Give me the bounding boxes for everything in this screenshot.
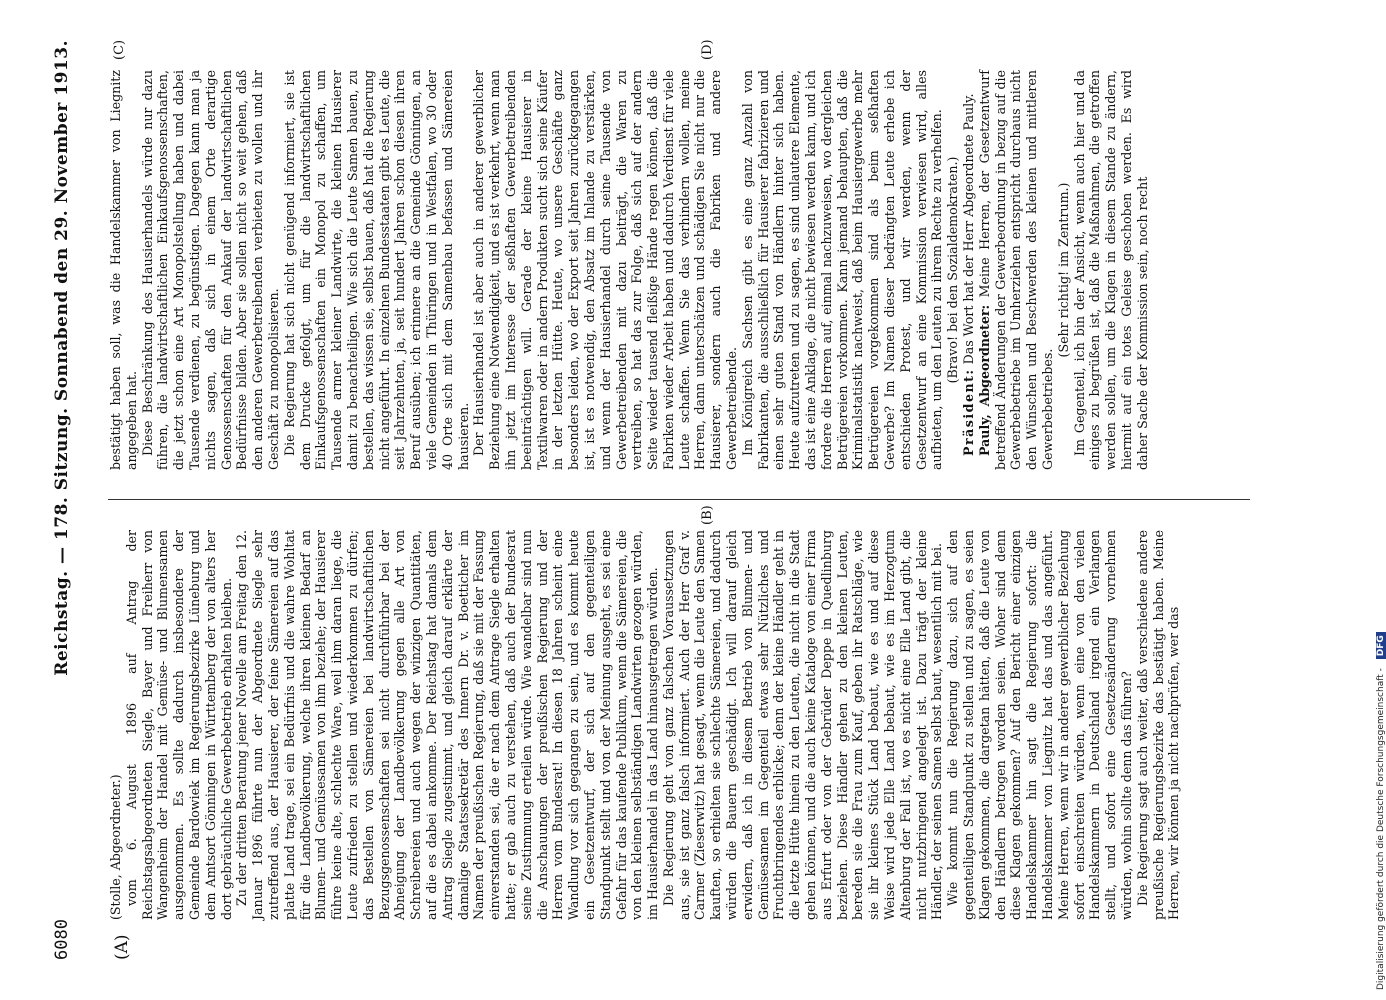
paragraph: Im Gegenteil, ich bin der Ansicht, wenn auch hier und da einiges zu begrüßen ist, daß die Maßnahmen, die getroffen werden sollen, um die Klagen in diesem Stande zu ändern, hiermit auf ein totes Geleise geschoben werden. Es wird daher Sache der Kommission sein, noch recht — [1071, 70, 1150, 470]
paragraph: Zu der dritten Beratung jener Novelle am Freitag den 12. Januar 1896 führte nun der Abgeordnete Siegle sehr zutreffend aus, der Hausierer, der feine Sämereien auf das platte Land trage, sei ein Bedürfnis und die wahre Wohltat für die Landbevölkerung, welche ihren kleinen Bedarf an Blumen- und Gemüsesamen von ihm beziehe; der Hausierer führe keine alte, schlechte Ware, weil ihm daran liege, die Leute zufrieden zu stellen und wiederkommen zu dürfen; das Bestellen von Sämereien bei landwirtschaftlichen Bezugsgenossenschaften sei nicht durchführbar bei der Abneigung der Landbevölkerung gegen alle Art von Schreibereien und auch wegen der winzigen Quantitäten, auf die es dabei ankomme. Der Reichstag hat damals dem Antrag Siegle zugestimmt, und gleich darauf erklärte der damalige Staatssekretär des Innern Dr. v. Boetticher im Namen der preußischen Regierung, daß sie mit der Fassung einverstanden sei, die er nach dem Antrage Siegle erhalten hatte; er gab auch zu verstehen, daß auch der Bundesrat seine Zustimmung erteilen würde. Wie wandelbar sind nun die Anschauungen der preußischen Regierung und der Herren vom Bundesrat! In diesen 18 Jahren scheint eine Wandlung vor sich gegangen zu sein, und es kommt heute ein Gesetzentwurf, der sich auf den gegenteiligen Standpunkt stellt und von der Meinung ausgeht, es sei eine Gefahr für das kaufende Publikum, wenn die Sämereien, die von den kleinen selbständigen Landwirten gezogen würden, im Hausierhandel in das Land hinausgetragen würden. — [234, 530, 661, 920]
digitization-credit — [1376, 632, 1386, 990]
paragraph: Der Hausierhandel ist aber auch in anderer gewerblicher Beziehung eine Notwendigkeit, und es ist verkehrt, wenn man ihn jetzt im Interesse der seßhaften Gewerbetreibenden beeinträchtigen will. Gerade der kleine Hausierer in Textilwaren oder in andern Produkten sucht sich seine Käufer in der letzten Hütte. Heute, wo unsere Geschäfte ganz besonders leiden, wo der Export seit Jahren zurückgegangen ist, ist es notwendig, den Absatz im Inlande zu verstärken, und wenn der Hausierhandel durch seine Tausende von Gewerbetreibenden mit dazu beiträgt, die Waren zu vertreiben, so hat das zur Folge, daß sich auf der andern Seite wieder tausend fleißige Hände regen können, daß die Fabriken wieder Arbeit haben und dadurch Verdienst für viele Leute schaffen. Wenn Sie das verhindern wollen, meine Herren, dann unterschätzen und schädigen Sie nicht nur die Hausierer, sondern auch die Fabriken und andere Gewerbetreibende. — [471, 70, 740, 470]
paragraph: vom 6. August 1896 auf Antrag der Reichstagsabgeordneten Siegle, Bayer und Freiherr von Wangenheim der Handel mit Gemüse- und Blumensamen ausgenommen. Es sollte dadurch insbesondere der Gemeinde Bardowiek im Regierungsbezirke Lüneburg und dem Amtsort Gönningen in Württemberg der von alters her dort gebräuchliche Gewerbebetrieb erhalten bleiben. — [123, 530, 234, 920]
dfg-logo: DFG — [1376, 632, 1386, 659]
paragraph: Im Königreich Sachsen gibt es eine ganz Anzahl von Fabrikanten, die ausschließlich für Hausierer fabrizieren und einen sehr guten Stand von Händlern hinter sich haben. Heute aufzutreten und zu sagen, es sind unlautere Elemente, das ist eine Anklage, die nicht bewiesen werden kann, und ich fordere die Herren auf, einmal nachzuweisen, wo dergleichen Betrügereien vorkommen. Kann jemand behaupten, daß die Kriminalstatistik nachweist, daß beim Hausiergewerbe mehr Betrügereien vorgekommen sind als beim seßhaften Gewerbe? Im Namen dieser bedrängten Leute erhebe ich entschieden Protest, und wir werden, wenn der Gesetzentwurf an eine Kommission verwiesen wird, alles aufbieten, um den Leuten zu ihrem Rechte zu verhelfen. — [739, 70, 945, 470]
paragraph: Die Regierung hat sich nicht genügend informiert, sie ist dem Drucke gefolgt, um für die landwirtschaftlichen Einkaufsgenossenschaften ein Monopol zu schaffen, um Tausende armer kleiner Landwirte, die kleinen Hausierer damit zu benachteiligen. Wie sich die Leute Samen bauen, zu bestellen, das wissen sie, selbst bauen, daß hat die Regierung nicht angeführt. In einzelnen Bundesstaaten gibt es Leute, die seit Jahrzehnten, ja, seit hundert Jahren schon diesen ihren Beruf ausüben; ich erinnere an die Gemeinde Gönningen, an viele Gemeinden in Thüringen und in Westfalen, wo 30 oder 40 Orte sich mit dem Samenbau befassen und Sämereien hausieren. — [281, 70, 471, 470]
margin-marker-d: (D) — [700, 39, 715, 60]
president-label: Präsident: — [961, 368, 977, 456]
page-header — [52, 40, 82, 960]
paragraph: bestätigt haben soll, was die Handelskammer von Liegnitz angegeben hat. — [108, 70, 139, 470]
page-title: Reichstag. — 178. Sitzung. Sonnabend den 29. November 1913. — [52, 40, 72, 676]
credit-text: Digitalisierung gefördert durch die Deutsche Forschungsgemeinschaft - — [1376, 668, 1386, 990]
paragraph: Die Regierung sagt auch weiter, daß verschiedene andere preußische Regierungsbezirke das bestätigt haben. Meine Herren, wir können ja nicht nachprüfen, wer das — [1134, 530, 1182, 920]
column-divider — [108, 499, 1250, 500]
paragraph: Wie kommt nun die Regierung dazu, sich auf den gegenteiligen Standpunkt zu stellen und zu sagen, es seien Klagen gekommen, die dargetan hätten, daß die Leute von den Händlern betrogen worden seien. Woher sind denn diese Klagen gekommen? Auf den Bericht einer einzigen Handelskammer hin sagt die Regierung sofort: die Handelskammer von Liegnitz hat das und das angeführt. Meine Herren, wenn wir in anderer gewerblicher Beziehung sofort einschreiten würden, wenn eine von den vielen Handelskammern in Deutschland irgend ein Verlangen stellt, und sofort eine Gesetzesänderung vornehmen würden, wohin sollte denn das führen? — [945, 530, 1134, 920]
speaker-continuation: (Stolle, Abgeordneter.) — [108, 774, 123, 920]
speaker-paragraph — [977, 70, 1056, 470]
speaker-text: Meine Herren, der Gesetzentwurf betreffend Änderungen der Gewerbeordnung in bezug auf die Gewerbebetriebe im Umherziehen entspricht durchaus nicht den Wünschen und Beschwerden des kleinen und mittleren Gewerbebetriebes. — [976, 70, 1056, 470]
president-text: Das Wort hat der Herr Abgeordnete Pauly. — [961, 93, 977, 365]
right-column — [108, 70, 1250, 470]
margin-marker-c: (C) — [112, 39, 127, 60]
applause-note: (Bravo! bei den Sozialdemokraten.) — [945, 156, 961, 384]
interjection: (Sehr richtig! im Zentrum.) — [1055, 182, 1071, 358]
margin-marker-b: (B) — [700, 505, 715, 525]
paragraph: Diese Beschränkung des Hausierhandels würde nur dazu führen, die landwirtschaftlichen Einkaufsgenossenschaften, die jetzt schon eine Art Monopolstellung haben und dabei Tausende verdienen, zu begünstigen. Dagegen kann man ja nichts sagen, daß sich in einem Orte derartige Genossenschaften für den Ankauf der landwirtschaftlichen Bedürfnisse bilden. Aber sie sollen nicht so weit gehen, daß den anderen Gewerbetreibenden verbieten zu wollen und ihr Geschäft zu monopolisieren. — [139, 70, 281, 470]
president-paragraph — [961, 70, 977, 470]
paragraph: Die Regierung geht von ganz falschen Voraussetzungen aus, sie ist ganz falsch informiert. Auch der Herr Graf v. Carmer (Zieserwitz) hat gesagt, wenn die Leute den Samen kauften, so erhielten sie schlechte Sämereien, und dadurch würden die Bauern geschädigt. Ich will darauf gleich erwidern, daß ich in diesem Betrieb von Blumen- und Gemüsesamen im Gegenteil etwas sehr Nützliches und Fruchtbringendes erblicke; denn der kleine Händler geht in die letzte Hütte hinein zu den Leuten, die nicht in die Stadt gehen können, und die auch keine Kataloge von einer Firma aus Erfurt oder von der Gebrüder Deppe in Quedlinburg beziehen. Diese Händler gehen zu den kleinen Leuten, bereden sie die Frau zum Kauf, geben ihr Ratschläge, wie sie ihr kleines Stück Land bebaut, wie es und auf diese Weise wird jede Elle Land bebaut, wie es im Herzogtum Altenburg der Fall ist, wo es nicht eine Elle Land gibt, die nicht nutzbringend angelegt ist. Dazu trägt der kleine Händler, der seinen Samen selbst baut, wesentlich mit bei. — [660, 530, 945, 920]
left-column — [108, 530, 1250, 920]
page-number: 6080 — [52, 919, 72, 960]
speaker-label: Pauly, Abgeordneter: — [976, 304, 992, 456]
margin-marker-a: (A) — [112, 934, 132, 960]
